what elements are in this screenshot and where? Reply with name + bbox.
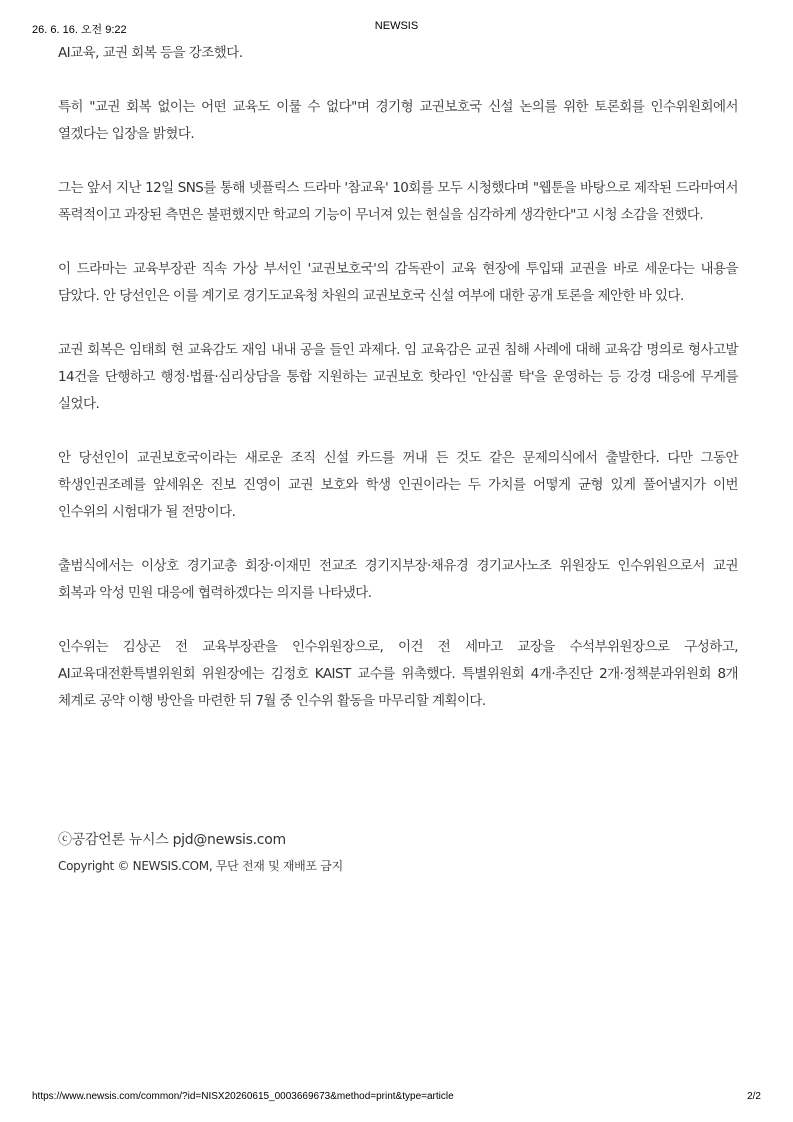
print-title: NEWSIS <box>374 20 419 32</box>
article-paragraph: AI교육, 교권 회복 등을 강조했다. <box>58 45 243 61</box>
byline: ⓒ공감언론 뉴시스 pjd@newsis.com <box>58 832 286 848</box>
page-number: 2/2 <box>747 1091 761 1102</box>
article-paragraph: 출범식에서는 이상호 경기교총 회장·이재민 전교조 경기지부장·채유경 경기교사노조 위원장도 인수위원으로서 교권 회복과 악성 민원 대응에 협력하겠다는 의지를 나타냈다. <box>58 558 738 601</box>
print-footer <box>0 1088 793 1108</box>
article-paragraph: 그는 앞서 지난 12일 SNS를 통해 넷플릭스 드라마 '참교육' 10회를 모두 시청했다며 "웹툰을 바탕으로 제작된 드라마여서 폭력적이고 과장된 측면은 불편했지만 학교의 기능이 무너져 있는 현실을 심각하게 생각한다"고 시청 소감을 전했다. <box>58 180 738 223</box>
article-paragraph: 이 드라마는 교육부장관 직속 가상 부서인 '교권보호국'의 감독관이 교육 현장에 투입돼 교권을 바로 세운다는 내용을 담았다. 안 당선인은 이를 계기로 경기도교육청 차원의 교권보호국 신설 여부에 대한 공개 토론을 제안한 바 있다. <box>58 261 738 304</box>
article-body <box>58 40 738 715</box>
copyright-notice: Copyright © NEWSIS.COM, 무단 전재 및 재배포 금지 <box>58 859 343 873</box>
print-url: https://www.newsis.com/common/?id=NISX20260615_0003669673&method=print&type=article <box>32 1091 454 1102</box>
article-paragraph: 인수위는 김상곤 전 교육부장관을 인수위원장으로, 이건 전 세마고 교장을 수석부위원장으로 구성하고, AI교육대전환특별위원회 위원장에는 김정호 KAIST 교수를 위촉했다. 특별위원회 4개·추진단 2개·정책분과위원회 8개 체계로 공약 이행 방안을 마련한 뒤 7월 중 인수위 활동을 마무리할 계획이다. <box>58 639 738 709</box>
article-paragraph: 안 당선인이 교권보호국이라는 새로운 조직 신설 카드를 꺼내 든 것도 같은 문제의식에서 출발한다. 다만 그동안 학생인권조례를 앞세워온 진보 진영이 교권 보호와 학생 인권이라는 두 가치를 어떻게 균형 있게 풀어낼지가 이번 인수위의 시험대가 될 전망이다. <box>58 450 738 520</box>
print-header <box>0 0 793 40</box>
print-date: 26. 6. 16. 오전 9:22 <box>32 24 127 36</box>
article-paragraph: 교권 회복은 임태희 현 교육감도 재임 내내 공을 들인 과제다. 임 교육감은 교권 침해 사례에 대해 교육감 명의로 형사고발 14건을 단행하고 행정·법률·심리상담을 통합 지원하는 교권보호 핫라인 '안심콜 탁'을 운영하는 등 강경 대응에 무게를 실었다. <box>58 342 738 412</box>
article-paragraph: 특히 "교권 회복 없이는 어떤 교육도 이룰 수 없다"며 경기형 교권보호국 신설 논의를 위한 토론회를 인수위원회에서 열겠다는 입장을 밝혔다. <box>58 99 738 142</box>
